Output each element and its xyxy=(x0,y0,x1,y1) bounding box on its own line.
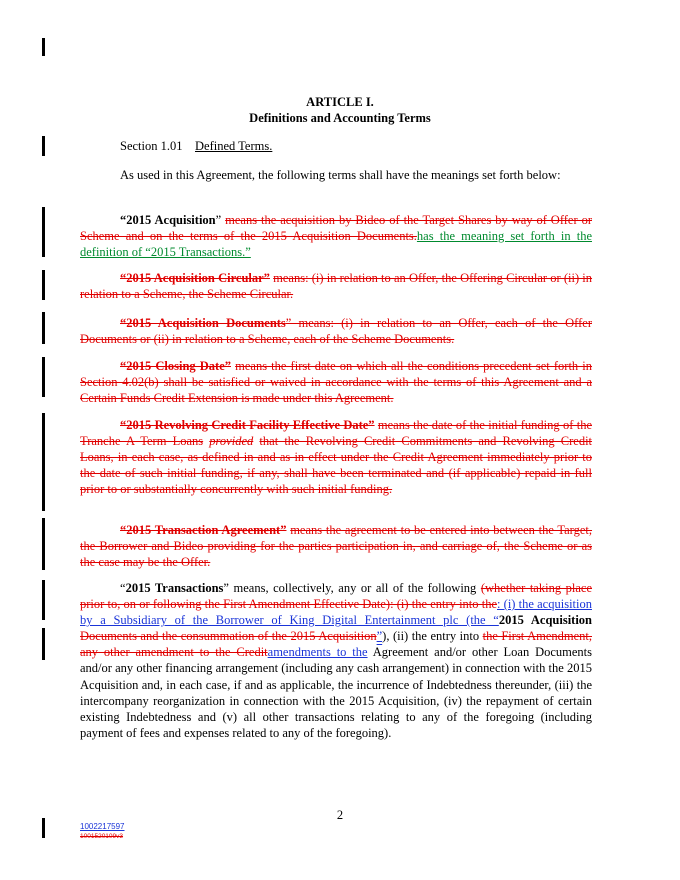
change-bar xyxy=(42,628,45,660)
change-bar xyxy=(42,580,45,620)
section-title: Defined Terms. xyxy=(195,139,273,153)
inserted-text: : (i) the acquisition by a Subsidiary of the Borrower of King Digital Entertainment plc (the “ xyxy=(80,597,592,628)
deleted-term: “2015 Revolving Credit Facility Effective Date” xyxy=(120,418,375,432)
section-number: Section 1.01 xyxy=(120,139,183,153)
deleted-term: “2015 Transaction Agreement” xyxy=(120,523,287,537)
intro-text: As used in this Agreement, the following terms shall have the meanings set forth below: xyxy=(120,168,561,182)
deleted-text: the First Amendment, any other amendment to the Credit xyxy=(80,629,592,660)
definition-2015-acquisition xyxy=(80,212,592,260)
page-number: 2 xyxy=(336,808,344,822)
defined-term: 2015 Transactions xyxy=(125,581,224,595)
inserted-text: ” xyxy=(376,629,383,644)
document-id-new: 1002217597 xyxy=(80,822,125,831)
definition-2015-rcf-effective-date xyxy=(80,417,592,497)
change-bar xyxy=(42,518,45,570)
deleted-term: “2015 Acquisition Documents xyxy=(120,316,286,330)
open-quote: “ xyxy=(120,581,126,595)
deleted-term: “2015 Closing Date” xyxy=(120,359,231,373)
change-bar xyxy=(42,270,45,300)
definition-2015-acquisition-circular xyxy=(80,270,592,302)
change-bar xyxy=(42,207,45,257)
deleted-text-italic: provided xyxy=(209,434,254,449)
definition-text: Agreement and/or other Loan Documents and/or any other financing arrangement (including any cash arrangement) in connection with the 2015 Acquisition and, in each case, if and as applicable, the incurrence of Indebtedness thereunder, (iii) the intercompany reorganization in connection with the 2015 Acquisition, (iv) the repayment of certain existing Indebtedness and (v) all other transactions relating to any of the foregoing (including payment of fees and expenses related to any of the foregoing). xyxy=(80,645,592,740)
document-id xyxy=(80,822,125,842)
deleted-text: Documents and the consummation of the 2015 Acquisition xyxy=(80,629,377,644)
intro-paragraph xyxy=(80,167,592,183)
definition-text: ” means, collectively, any or all of the following xyxy=(223,581,477,595)
deleted-text: that the Revolving Credit Commitments and Revolving Credit Loans, in each case, as defined in and as in effect under the Credit Agreement immediately prior to the date of such initial funding, if any, shall have been terminated and (if applicable) repaid in full prior to or substantially concurrently with such initial funding. xyxy=(80,434,593,497)
change-bar xyxy=(42,312,45,344)
definition-2015-acquisition-documents xyxy=(80,315,592,347)
deleted-term: “2015 Acquisition Circular” xyxy=(120,271,270,285)
change-bar xyxy=(42,357,45,397)
deleted-text: (whether taking place prior to, on or following the First Amendment Effective Date): (i) the entry into the xyxy=(80,581,592,612)
inserted-text: has the meaning set forth in the definition of “2015 Transactions.” xyxy=(80,229,592,260)
close-quote: ” xyxy=(215,213,222,227)
change-bar xyxy=(42,38,45,56)
definition-2015-closing-date xyxy=(80,358,592,406)
deleted-text: means the acquisition by Bideo of the Target Shares by way of Offer or Scheme and on the terms of the 2015 Acquisition Documents. xyxy=(80,213,592,244)
inserted-text: amendments to the xyxy=(267,645,368,660)
defined-term-acquisition: 2015 Acquisition xyxy=(498,613,593,628)
deleted-text: means the first date on which all the conditions precedent set forth in Section 4.02(b) shall be satisfied or waived in accordance with the terms of this Agreement and a Certain Funds Credit Extension is made under this Agreement. xyxy=(80,359,593,406)
change-bar xyxy=(42,136,45,156)
definition-2015-transaction-agreement xyxy=(80,522,592,570)
article-title: Definitions and Accounting Terms xyxy=(249,111,431,125)
definition-2015-transactions xyxy=(80,580,592,741)
change-bar xyxy=(42,413,45,511)
deleted-text: means the agreement to be entered into between the Target, the Borrower and Bideo providing for the parties participation in, and carriage of, the Scheme or as the case may be the Offer. xyxy=(80,523,593,570)
definition-text: ), (ii) the entry into xyxy=(382,629,480,644)
document-id-old: 1001520109v3 xyxy=(80,833,124,840)
deleted-text: means the date of the initial funding of the Tranche A Term Loans xyxy=(80,418,592,449)
deleted-text: ” means: (i) in relation to an Offer, each of the Offer Documents or (ii) in relation to a Scheme, each of the Scheme Documents. xyxy=(80,316,592,347)
article-heading: ARTICLE I. xyxy=(306,95,374,109)
defined-term: “2015 Acquisition xyxy=(120,213,216,227)
deleted-text: means: (i) in relation to an Offer, the Offering Circular or (ii) in relation to a Scheme, the Scheme Circular. xyxy=(80,271,593,302)
section-heading xyxy=(80,138,592,154)
